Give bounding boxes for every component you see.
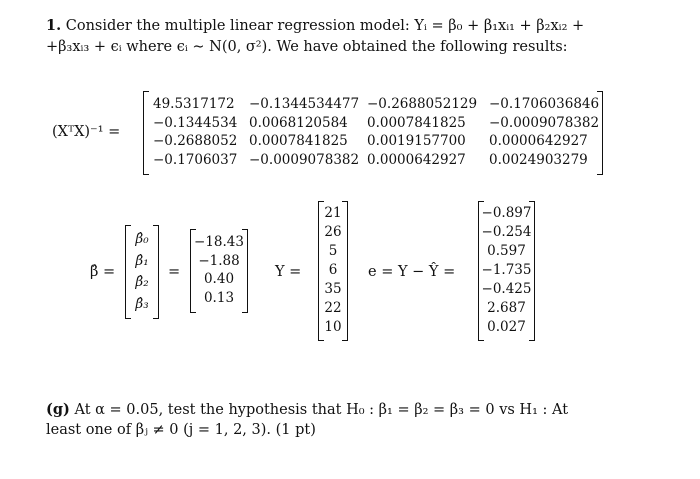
beta-hat-value: 0.40 — [203, 271, 235, 287]
matrix-cell: −0.1344534477 — [249, 96, 360, 112]
residual-value: −0.254 — [481, 224, 532, 240]
beta-hat-values — [190, 233, 248, 307]
y-value: 21 — [324, 205, 342, 221]
xtx-inv-grid — [153, 95, 609, 169]
beta-hat-label: β̂ = — [90, 264, 116, 280]
beta-equals: = — [168, 264, 181, 280]
y-vector — [318, 201, 348, 341]
beta-hat-2: β̂₂ — [135, 274, 149, 290]
part-g-text-2: least one of βⱼ ≠ 0 (j = 1, 2, 3). (1 pt) — [46, 422, 316, 438]
matrix-cell: 0.0019157700 — [367, 133, 466, 149]
y-values — [318, 204, 348, 337]
residual-values — [478, 204, 535, 337]
beta-hat-0: β̂₀ — [135, 231, 149, 247]
residual-value: −1.735 — [481, 262, 532, 278]
matrix-cell: 0.0007841825 — [249, 133, 348, 149]
matrix-cell: −0.1706036846 — [489, 96, 600, 112]
beta-symbol-vector — [125, 225, 159, 319]
beta-hat-3: β̂₃ — [135, 295, 149, 312]
xtx-inv-label: (XᵀX)⁻¹ = — [52, 124, 121, 140]
beta-hat-value: 0.13 — [203, 289, 235, 306]
residual-value: −0.897 — [481, 205, 532, 221]
problem-number: 1. — [46, 17, 62, 34]
problem-statement-2: +β₃xᵢ₃ + ϵᵢ where ϵᵢ ∼ N(0, σ²). We have obtained the following results: — [46, 39, 568, 55]
matrix-cell: −0.2688052129 — [367, 96, 478, 112]
matrix-cell: −0.1344534 — [153, 114, 238, 131]
y-value: 35 — [324, 281, 342, 297]
matrix-cell: 0.0068120584 — [249, 114, 348, 131]
problem-line-1 — [46, 17, 584, 35]
left-bracket — [143, 91, 149, 175]
residual-value: −0.425 — [481, 281, 532, 297]
problem-line-2 — [46, 38, 568, 56]
y-value: 6 — [328, 262, 338, 278]
residual-label: e = Y − Ŷ = — [368, 264, 456, 280]
beta-hat-value: −1.88 — [198, 252, 240, 269]
part-g-tag: (g) — [46, 401, 70, 418]
matrix-cell: 0.0007841825 — [367, 114, 466, 131]
part-g-text-1: At α = 0.05, test the hypothesis that H₀ : β₁ = β₂ = β₃ = 0 vs H₁ : At — [74, 402, 569, 418]
y-value: 5 — [328, 243, 338, 259]
beta-hat-1: β̂₁ — [135, 252, 149, 269]
matrix-cell: 0.0024903279 — [489, 151, 588, 168]
matrix-cell: 0.0000642927 — [489, 133, 588, 149]
residual-vector — [478, 201, 535, 341]
residual-value: 2.687 — [487, 300, 526, 316]
part-g-line-1 — [46, 401, 568, 419]
beta-hat-value: −18.43 — [194, 234, 244, 250]
residual-value: 0.027 — [487, 319, 526, 335]
y-value: 22 — [324, 300, 342, 316]
y-value: 26 — [324, 224, 342, 240]
matrix-cell: −0.0009078382 — [489, 114, 600, 131]
xtx-inv-matrix — [143, 91, 603, 175]
problem-statement-1: Consider the multiple linear regression model: Yᵢ = β₀ + β₁xᵢ₁ + β₂xᵢ₂ + — [65, 18, 585, 34]
matrix-cell: −0.2688052 — [153, 133, 238, 149]
part-g-line-2 — [46, 421, 316, 439]
matrix-cell: −0.0009078382 — [249, 151, 360, 168]
matrix-cell: 49.5317172 — [153, 96, 235, 112]
matrix-cell: −0.1706037 — [153, 151, 238, 168]
y-value: 10 — [324, 319, 342, 335]
beta-hat-vector — [190, 229, 248, 313]
matrix-cell: 0.0000642927 — [367, 151, 466, 168]
y-vector-label: Y = — [275, 264, 302, 280]
residual-value: 0.597 — [487, 243, 526, 259]
